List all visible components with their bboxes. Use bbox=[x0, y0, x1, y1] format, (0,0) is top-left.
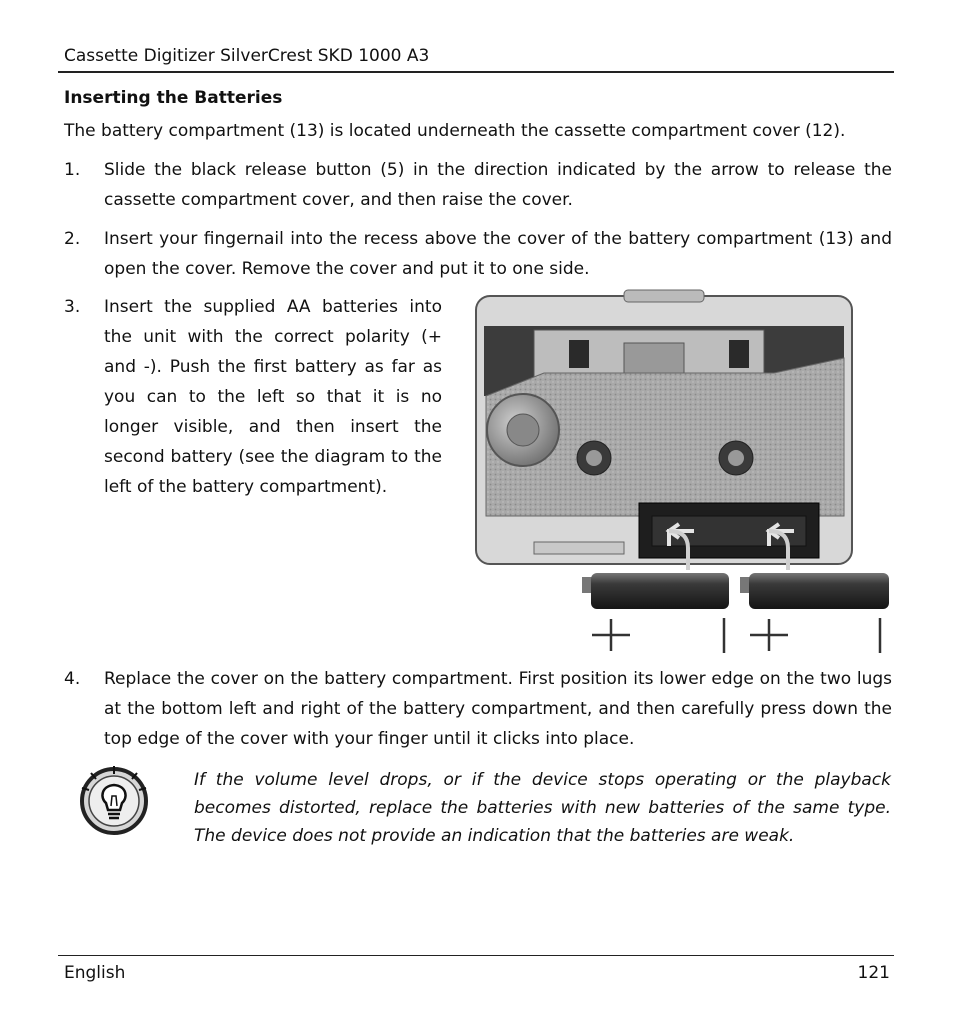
header-title: Cassette Digitizer SilverCrest SKD 1000 A3 bbox=[64, 46, 430, 66]
footer-rule bbox=[58, 955, 894, 956]
tip-text: If the volume level drops, or if the device stops operating or the playback becomes distorted, replace the batteries with new batteries of the same type. The device does not provide an indication that the batteries are weak. bbox=[194, 770, 891, 846]
battery-1-terminal bbox=[582, 577, 592, 593]
step-text: Slide the black release button (5) in the direction indicated by the arrow to release the cassette compartment cover, and then raise the cover. bbox=[104, 160, 892, 210]
top-latch bbox=[624, 290, 704, 302]
step-number: 4. bbox=[64, 669, 81, 689]
step-text: Insert the supplied AA batteries into the unit with the correct polarity (+ and -). Push the first battery as far as you can to the left so that it is no longer visible, and then insert the second battery (see the diagram to the left of the battery compartment). bbox=[104, 297, 442, 497]
step-number: 3. bbox=[64, 297, 81, 317]
step-number: 2. bbox=[64, 229, 81, 249]
header-rule bbox=[58, 71, 894, 73]
step-text: Insert your fingernail into the recess above the cover of the battery compartment (13) and open the cover. Remove the cover and put it to one side. bbox=[104, 229, 892, 279]
page-number: 121 bbox=[857, 963, 890, 983]
battery-2-terminal bbox=[740, 577, 750, 593]
step-number: 1. bbox=[64, 160, 81, 180]
plus-symbol-2 bbox=[750, 619, 788, 651]
section-title: Inserting the Batteries bbox=[64, 88, 283, 108]
battery-2 bbox=[749, 573, 889, 609]
intro-paragraph: The battery compartment (13) is located underneath the cassette compartment cover (12). bbox=[64, 121, 846, 141]
plus-symbol-1 bbox=[592, 619, 630, 651]
battery-1 bbox=[591, 573, 729, 609]
battery-compartment-figure bbox=[474, 288, 894, 654]
lightbulb-icon bbox=[76, 762, 152, 838]
step-text: Replace the cover on the battery compartment. First position its lower edge on the two lugs at the bottom left and right of the battery compartment, and then carefully press down the top edge of the cover with your finger until it clicks into place. bbox=[104, 669, 892, 749]
footer-language: English bbox=[64, 963, 126, 983]
